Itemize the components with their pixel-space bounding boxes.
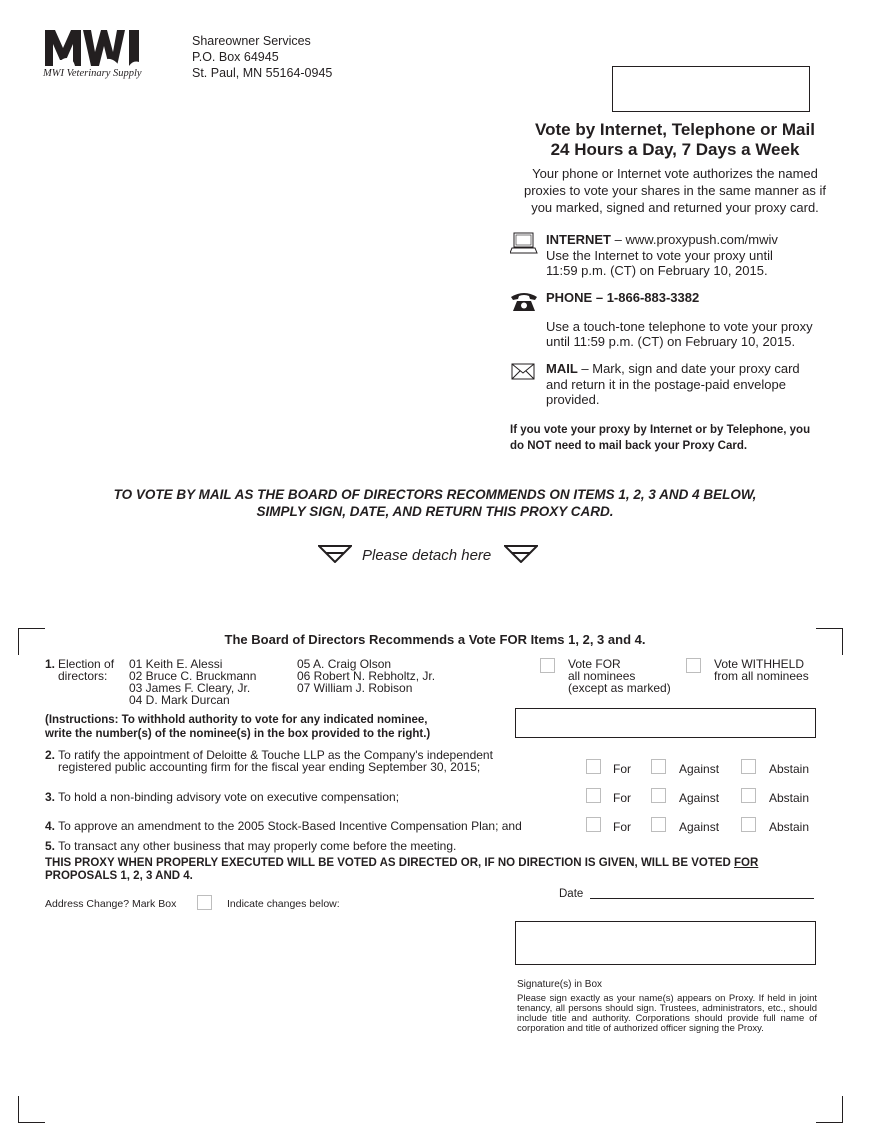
- item5-text: To transact any other business that may properly come before the meeting.: [58, 839, 457, 853]
- crop-mark: [816, 1096, 843, 1123]
- vote-for-all-checkbox[interactable]: [540, 658, 555, 673]
- proxy-statement-line: PROPOSALS 1, 2, 3 AND 4.: [45, 870, 193, 882]
- signature-box[interactable]: [515, 921, 816, 965]
- detach-arrow-icon: [504, 545, 538, 563]
- mail-line: and return it in the postage-paid envelope: [546, 376, 786, 392]
- mail-line: – Mark, sign and date your proxy card: [581, 361, 800, 376]
- item4-text: To approve an amendment to the 2005 Stock-Based Incentive Compensation Plan; and: [58, 819, 522, 833]
- vote-withheld-label: [714, 658, 809, 682]
- item-number: 4.: [45, 819, 56, 833]
- detach-arrow-icon: [318, 545, 352, 563]
- item3-abstain-checkbox[interactable]: [741, 788, 756, 803]
- internet-url: – www.proxypush.com/mwiv: [614, 232, 778, 247]
- abstain-label: Abstain: [769, 762, 810, 776]
- nominee-list: [129, 658, 256, 706]
- vote-withheld-line: from all nominees: [714, 669, 809, 683]
- withhold-nominee-input[interactable]: [515, 708, 816, 738]
- against-label: Against: [679, 820, 720, 834]
- sender-address: [192, 33, 332, 81]
- vote-title-line1: Vote by Internet, Telephone or Mail: [535, 120, 815, 139]
- description-line: Your phone or Internet vote authorizes the named: [532, 166, 818, 181]
- address-line: Shareowner Services: [192, 34, 311, 48]
- for-label: For: [613, 820, 631, 834]
- address-change-checkbox[interactable]: [197, 895, 212, 910]
- item1-label: [58, 658, 114, 682]
- phone-line: Use a touch-tone telephone to vote your proxy: [546, 318, 813, 334]
- instructions-line: write the number(s) of the nominee(s) in the box provided to the right.): [45, 728, 431, 740]
- item-number: 2.: [45, 748, 56, 762]
- abstain-label: Abstain: [769, 791, 810, 805]
- nominee-list: [297, 658, 435, 694]
- signature-label: Signature(s) in Box: [517, 979, 603, 990]
- item3-for-checkbox[interactable]: [586, 788, 601, 803]
- nominee: 03 James F. Cleary, Jr.: [129, 681, 251, 695]
- nominee: 01 Keith E. Alessi: [129, 657, 223, 671]
- item3-text: To hold a non-binding advisory vote on executive compensation;: [58, 790, 400, 804]
- vote-for-line: (except as marked): [568, 681, 671, 695]
- item4: [45, 820, 522, 832]
- note-line: do NOT need to mail back your Proxy Card.: [510, 439, 748, 452]
- mail-label: MAIL: [546, 361, 578, 376]
- address-change-label: Address Change? Mark Box: [45, 898, 177, 910]
- vote-for-line: Vote FOR: [568, 657, 621, 671]
- phone-method: [510, 290, 850, 350]
- abstain-label: Abstain: [769, 820, 810, 834]
- mwi-logo: [43, 26, 153, 68]
- note-line: If you vote your proxy by Internet or by Telephone, you: [510, 424, 811, 436]
- proxy-statement-for: FOR: [734, 857, 759, 869]
- mail-instruction-line: TO VOTE BY MAIL AS THE BOARD OF DIRECTORS RECOMMENDS ON ITEMS 1, 2, 3 AND 4 BELOW,: [113, 487, 757, 502]
- nominee: 06 Robert N. Rebholtz, Jr.: [297, 669, 436, 683]
- phone-label: PHONE: [546, 290, 593, 305]
- for-label: For: [613, 762, 631, 776]
- nominee: 02 Bruce C. Bruckmann: [129, 669, 257, 683]
- withhold-instructions: [45, 713, 430, 741]
- item-number: 5.: [45, 839, 56, 853]
- telephone-icon: [510, 290, 538, 312]
- mail-line: provided.: [546, 392, 600, 407]
- internet-phone-note: [510, 423, 850, 454]
- item4-abstain-checkbox[interactable]: [741, 817, 756, 832]
- item5: [45, 840, 456, 852]
- logo-subtitle: MWI Veterinary Supply: [43, 68, 142, 79]
- item1-label-line: Election of: [58, 657, 115, 671]
- vote-title: [505, 120, 845, 160]
- internet-line: 11:59 p.m. (CT) on February 10, 2015.: [546, 263, 768, 278]
- item2-abstain-checkbox[interactable]: [741, 759, 756, 774]
- vote-title-line2: 24 Hours a Day, 7 Days a Week: [550, 140, 800, 159]
- indicate-changes-label: Indicate changes below:: [227, 898, 340, 910]
- nominee: 05 A. Craig Olson: [297, 657, 392, 671]
- signature-instructions: Please sign exactly as your name(s) appears on Proxy. If held in joint tenancy, all persons should sign. Trustees, administrators, etc., should include title and authority. Corporations should provide full name of corporation and title of authorized officer signing the Proxy.: [517, 993, 817, 1034]
- vote-for-line: all nominees: [568, 669, 636, 683]
- vote-for-all-label: [568, 658, 671, 694]
- description-line: you marked, signed and returned your proxy card.: [531, 200, 819, 215]
- item3-against-checkbox[interactable]: [651, 788, 666, 803]
- item-number: 3.: [45, 790, 56, 804]
- detach-text: Please detach here: [362, 547, 492, 564]
- address-line: P.O. Box 64945: [192, 50, 279, 64]
- address-line: St. Paul, MN 55164-0945: [192, 66, 333, 80]
- date-input[interactable]: [590, 898, 814, 899]
- control-number-box: [612, 66, 810, 112]
- description-line: proxies to vote your shares in the same manner as if: [523, 183, 827, 198]
- envelope-icon: [510, 361, 538, 383]
- for-label: For: [613, 791, 631, 805]
- board-recommendation: The Board of Directors Recommends a Vote FOR Items 1, 2, 3 and 4.: [224, 632, 646, 647]
- item4-for-checkbox[interactable]: [586, 817, 601, 832]
- phone-number: – 1-866-883-3382: [595, 290, 700, 305]
- item-number: 1.: [45, 657, 56, 671]
- instructions-line: (Instructions: To withhold authority to vote for any indicated nominee,: [45, 714, 428, 726]
- internet-line: Use the Internet to vote your proxy until: [546, 247, 773, 263]
- phone-line: until 11:59 p.m. (CT) on February 10, 2015.: [546, 334, 796, 349]
- item2-text: To ratify the appointment of Deloitte & Touche LLP as the Company's independent: [58, 748, 493, 762]
- internet-label: INTERNET: [546, 232, 611, 247]
- proxy-statement: [45, 857, 758, 883]
- vote-withheld-line: Vote WITHHELD: [714, 657, 805, 671]
- nominee: 04 D. Mark Durcan: [129, 693, 230, 707]
- computer-icon: [510, 232, 538, 254]
- mail-method: [510, 361, 850, 411]
- vote-withheld-checkbox[interactable]: [686, 658, 701, 673]
- mail-instruction-line: SIMPLY SIGN, DATE, AND RETURN THIS PROXY CARD.: [256, 504, 614, 519]
- proxy-statement-line: THIS PROXY WHEN PROPERLY EXECUTED WILL BE VOTED AS DIRECTED OR, IF NO DIRECTION IS GIVEN, WILL BE VOTED: [45, 857, 731, 869]
- against-label: Against: [679, 791, 720, 805]
- against-label: Against: [679, 762, 720, 776]
- item2: [45, 749, 493, 773]
- item2-against-checkbox[interactable]: [651, 759, 666, 774]
- mail-instruction: [40, 486, 830, 520]
- nominee: 07 William J. Robison: [297, 681, 413, 695]
- crop-mark: [18, 1096, 45, 1123]
- item4-against-checkbox[interactable]: [651, 817, 666, 832]
- item2-for-checkbox[interactable]: [586, 759, 601, 774]
- item2-text: registered public accounting firm for the fiscal year ending September 30, 2015;: [58, 760, 481, 774]
- item3: [45, 791, 399, 803]
- item1-label-line: directors:: [58, 669, 108, 683]
- date-label: Date: [559, 888, 584, 900]
- internet-method: [510, 232, 850, 282]
- vote-description: [505, 165, 845, 216]
